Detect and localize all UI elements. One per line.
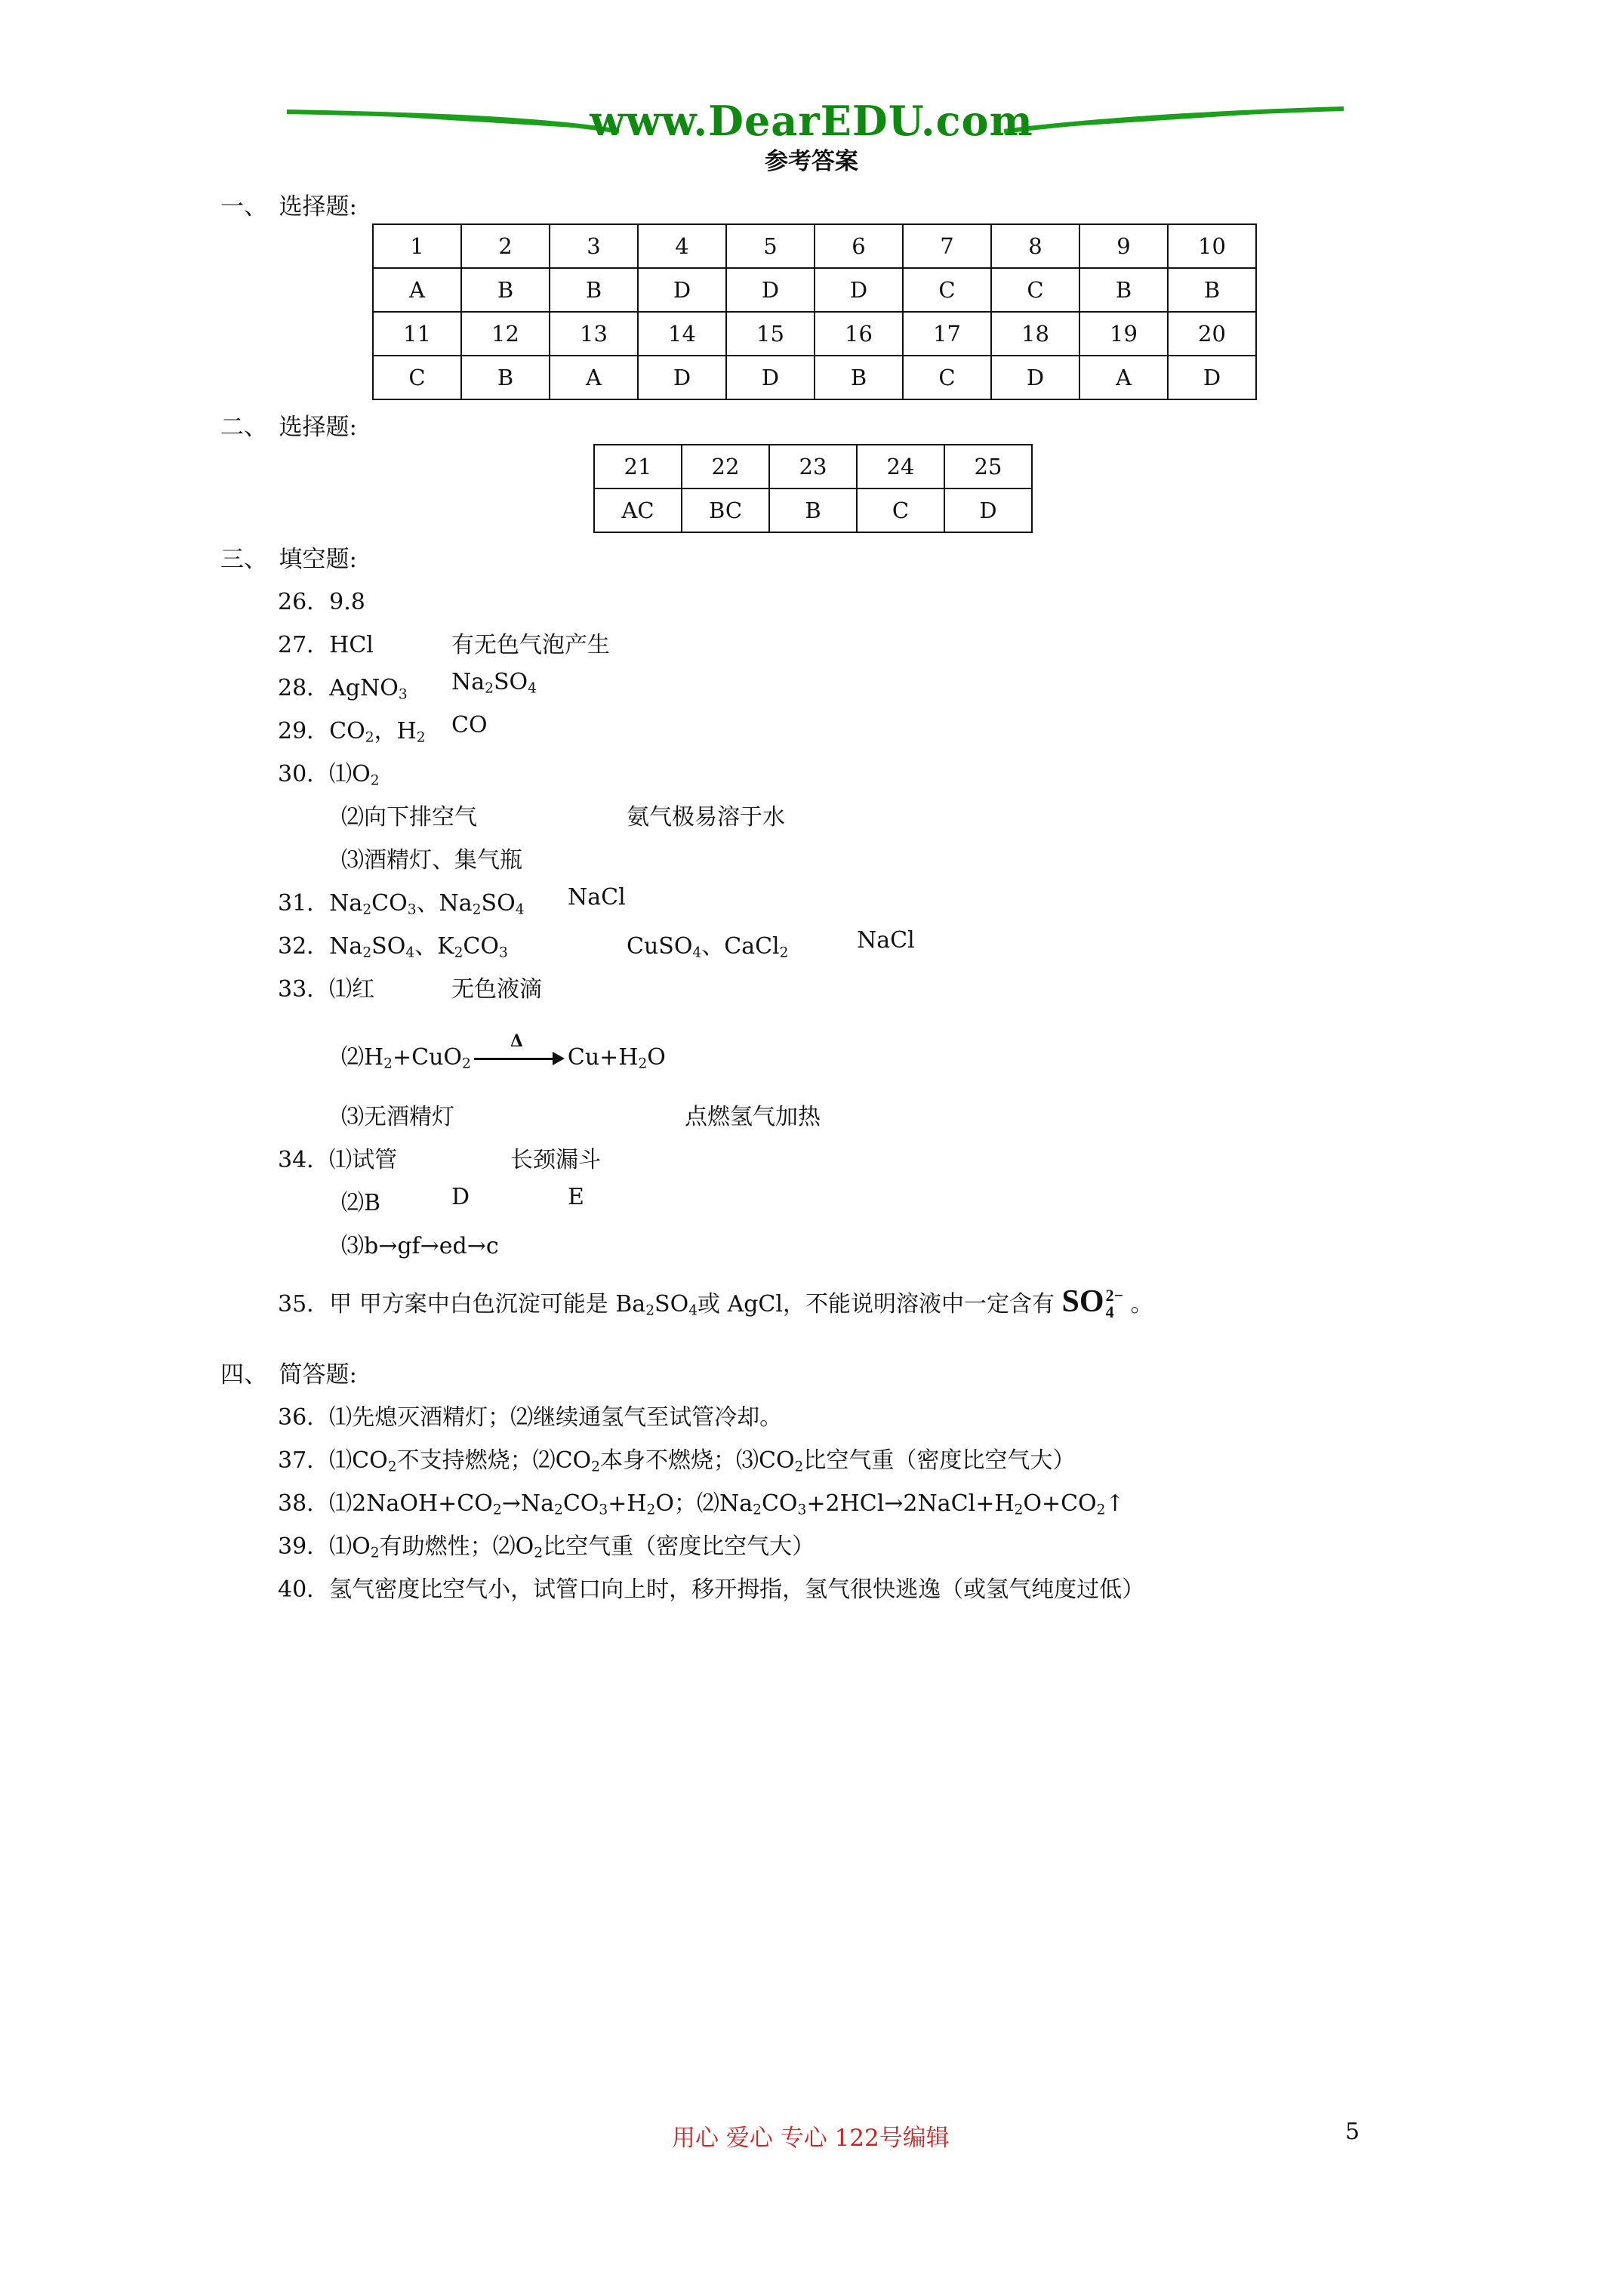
table-row <box>594 445 1032 488</box>
table-cell: C <box>373 356 461 399</box>
table-row <box>594 488 1032 532</box>
table-cell: 12 <box>461 312 550 356</box>
table-cell: B <box>769 488 857 532</box>
table-cell: B <box>461 356 550 399</box>
answer-34-3: ⑶b→gf→ed→c <box>341 1233 499 1259</box>
table-cell: C <box>857 488 944 532</box>
answer-table-2 <box>593 444 1033 533</box>
answer-30-1: 30．$⑴O_2$ <box>278 761 380 789</box>
table-cell: D <box>815 268 903 312</box>
table-cell: B <box>461 268 550 312</box>
table-row <box>373 356 1256 399</box>
section-heading-4: 四、 简答题: <box>220 1361 357 1388</box>
table-cell: A <box>1079 356 1168 399</box>
answer-28-b: $Na_2SO_4$ <box>451 669 537 697</box>
table-cell: D <box>726 268 815 312</box>
answer-34-2a: ⑵B <box>341 1190 381 1216</box>
table-cell: 13 <box>550 312 638 356</box>
section-heading-3: 三、 填空题: <box>220 546 357 573</box>
page-number: 5 <box>1345 2119 1360 2145</box>
answer-36: 36．⑴先熄灭酒精灯；⑵继续通氢气至试管冷却。 <box>278 1404 783 1431</box>
table-cell: B <box>1168 268 1256 312</box>
table-cell: D <box>638 268 726 312</box>
table-cell: 21 <box>594 445 682 488</box>
table-cell: 1 <box>373 224 461 268</box>
table-cell: 15 <box>726 312 815 356</box>
table-cell: 3 <box>550 224 638 268</box>
answer-27-a: 27．HCl <box>278 632 374 658</box>
sulfate-ion: SO 2− 4 <box>1061 1284 1124 1322</box>
table-cell: D <box>638 356 726 399</box>
table-cell: 9 <box>1079 224 1168 268</box>
table-cell: 6 <box>815 224 903 268</box>
table-cell: C <box>903 356 991 399</box>
table-cell: C <box>991 268 1079 312</box>
answer-35: 35．甲 甲方案中白色沉淀可能是 $Ba_2SO_4$或 AgCl，不能说明溶液中一定含有 SO 2− 4 。 <box>278 1284 1153 1322</box>
answer-26: 26．9.8 <box>278 589 365 615</box>
table-cell: 24 <box>857 445 944 488</box>
answer-33-1a: 33．⑴红 <box>278 976 375 1003</box>
table-cell: AC <box>594 488 682 532</box>
table-cell: 16 <box>815 312 903 356</box>
answer-30-3: ⑶酒精灯、集气瓶 <box>341 847 522 874</box>
answer-28-a: 28．AgNO$_3$ <box>278 675 408 703</box>
answer-29-a: 29．$CO_2$，$H_2$ <box>278 718 426 746</box>
table-cell: 20 <box>1168 312 1256 356</box>
logo-text: www.DearEDU.com <box>590 97 1033 145</box>
table-cell: 23 <box>769 445 857 488</box>
table-cell: D <box>944 488 1032 532</box>
answer-table-1 <box>372 223 1257 400</box>
table-cell: B <box>550 268 638 312</box>
table-cell: 2 <box>461 224 550 268</box>
footer-text: 用心 爱心 专心 122号编辑 <box>672 2125 950 2152</box>
table-cell: D <box>726 356 815 399</box>
answer-31-a: 31．$Na_2CO_3$、$Na_2SO_4$ <box>278 890 525 918</box>
table-cell: 19 <box>1079 312 1168 356</box>
table-cell: B <box>815 356 903 399</box>
answer-33-3a: ⑶无酒精灯 <box>341 1104 454 1130</box>
table-cell: 4 <box>638 224 726 268</box>
answer-34-2c: E <box>568 1184 584 1210</box>
table-cell: A <box>550 356 638 399</box>
answer-34-2b: D <box>451 1184 470 1210</box>
table-cell: 22 <box>682 445 769 488</box>
answer-32-b: CuSO$_4$、CaCl$_2$ <box>627 933 789 961</box>
table-cell: B <box>1079 268 1168 312</box>
table-cell: BC <box>682 488 769 532</box>
answer-32-c: NaCl <box>857 927 915 954</box>
answer-33-1b: 无色液滴 <box>451 976 542 1003</box>
answer-30-2b: 氨气极易溶于水 <box>627 804 785 831</box>
section-heading-1: 一、 选择题: <box>220 193 357 220</box>
answer-38: 38．$⑴2NaOH+CO_2\to Na_2CO_3+H_2O$；$⑵Na_2CO_3+2HCl\to 2NaCl+H_2O+CO_2↑$ <box>278 1490 1125 1518</box>
table-cell: C <box>903 268 991 312</box>
answer-40: 40．氢气密度比空气小，试管口向上时，移开拇指，氢气很快逃逸（或氢气纯度过低） <box>278 1576 1145 1603</box>
heating-arrow-icon: Δ <box>474 1051 565 1066</box>
answer-39: 39．$⑴O_2$有助燃性；$⑵O_2$比空气重（密度比空气大） <box>278 1533 815 1561</box>
answer-32-a: 32．$Na_2SO_4$、$K_2CO_3$ <box>278 933 508 961</box>
table-cell: A <box>373 268 461 312</box>
table-cell: 7 <box>903 224 991 268</box>
answer-34-1b: 长颈漏斗 <box>510 1147 601 1173</box>
table-row <box>373 268 1256 312</box>
section-heading-2: 二、 选择题: <box>220 414 357 441</box>
table-cell: 17 <box>903 312 991 356</box>
answer-27-b: 有无色气泡产生 <box>451 632 610 658</box>
table-cell: 11 <box>373 312 461 356</box>
answer-33-3b: 点燃氢气加热 <box>685 1104 821 1130</box>
table-cell: D <box>991 356 1079 399</box>
answer-31-b: NaCl <box>568 884 626 911</box>
answer-33-2-equation: $⑵H_2+CuO_2$ Δ $Cu+H_2O$ <box>341 1031 666 1072</box>
answer-30-2a: ⑵向下排空气 <box>341 804 477 831</box>
table-cell: 10 <box>1168 224 1256 268</box>
table-cell: 18 <box>991 312 1079 356</box>
answer-34-1a: 34．⑴试管 <box>278 1147 398 1173</box>
answer-29-b: CO <box>451 712 488 738</box>
answer-37: 37．$⑴CO_2$不支持燃烧；$⑵CO_2$本身不燃烧；$⑶CO_2$比空气重（密度比空气大） <box>278 1447 1076 1475</box>
table-cell: 5 <box>726 224 815 268</box>
table-cell: 25 <box>944 445 1032 488</box>
table-row <box>373 224 1256 268</box>
table-cell: 14 <box>638 312 726 356</box>
table-cell: 8 <box>991 224 1079 268</box>
page-title: 参考答案 <box>765 148 858 175</box>
table-cell: D <box>1168 356 1256 399</box>
table-row <box>373 312 1256 356</box>
